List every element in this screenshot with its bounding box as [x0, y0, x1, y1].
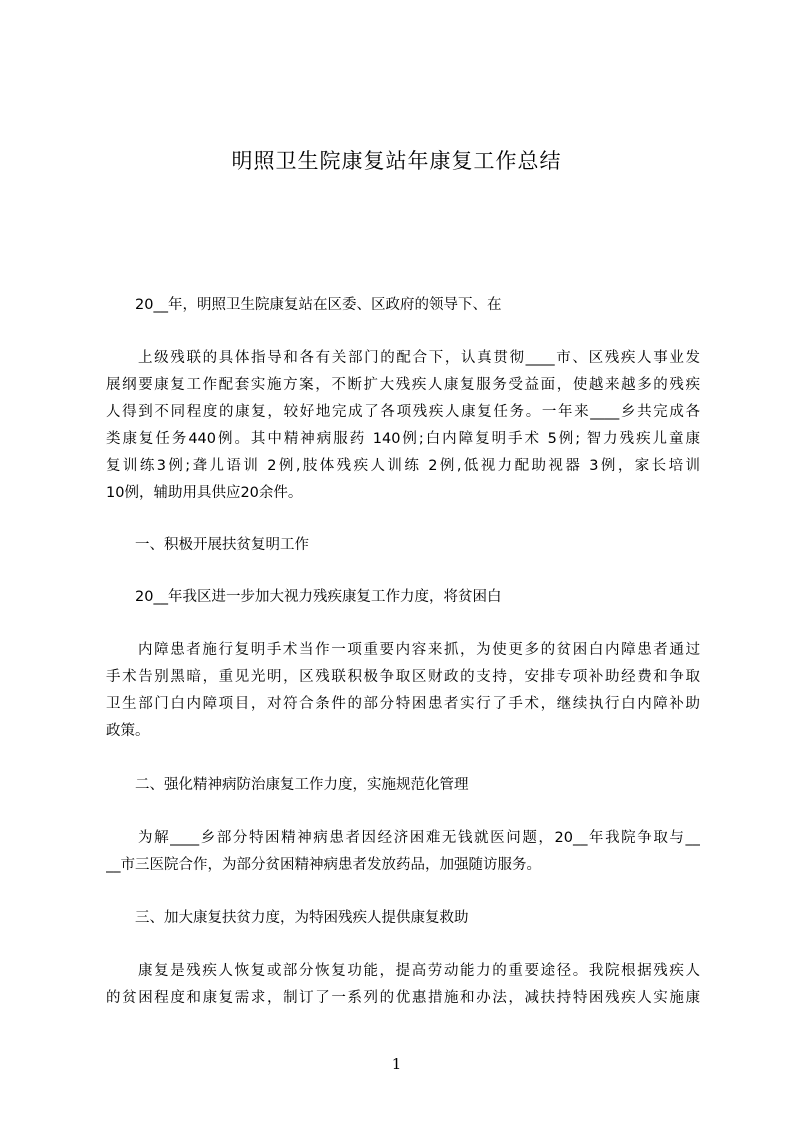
- para1-line: 展纲要康复工作配套实施方案，不断扩大残疾人康复服务受益面，使越来越多的残疾: [106, 377, 700, 393]
- para2-line: 手术告别黑暗，重见光明，区残联积极争取区财政的支持，安排专项补助经费和争取: [106, 669, 700, 685]
- document-title: 明照卫生院康复站年康复工作总结: [231, 149, 562, 173]
- para1-line: 复训练3例;聋儿语训 2例,肢体残疾人训练 2例,低视力配助视器 3例，家长培训: [106, 458, 700, 474]
- para1-line: 类康复任务440例。其中精神病服药 140例;白内障复明手术 5例; 智力残疾儿童康: [106, 431, 700, 447]
- para3-line: __市三医院合作，为部分贫困精神病患者发放药品，加强随访服务。: [106, 857, 541, 873]
- para2-line: 政策。: [106, 723, 150, 739]
- para1-line: 人得到不同程度的康复，较好地完成了各项残疾人康复任务。一年来____乡共完成各: [106, 404, 700, 420]
- para1-line: 10例，辅助用具供应20余件。: [106, 485, 303, 501]
- section-heading-1: 一、积极开展扶贫复明工作: [135, 537, 309, 553]
- para2-line: 内障患者施行复明手术当作一项重要内容来抓，为使更多的贫困白内障患者通过: [138, 642, 700, 658]
- para1-line: 上级残联的具体指导和各有关部门的配合下，认真贯彻____市、区残疾人事业发: [138, 350, 700, 366]
- para4-line: 的贫困程度和康复需求，制订了一系列的优惠措施和办法，减扶持特困残疾人实施康: [106, 990, 700, 1006]
- section-heading-3: 三、加大康复扶贫力度，为特困残疾人提供康复救助: [135, 910, 469, 926]
- section-heading-2: 二、强化精神病防治康复工作力度，实施规范化管理: [135, 777, 469, 793]
- page-number: 1: [391, 1055, 402, 1073]
- intro-line: 20__年，明照卫生院康复站在区委、区政府的领导下、在: [135, 297, 502, 313]
- para2-line: 卫生部门白内障项目，对符合条件的部分特困患者实行了手术，继续执行白内障补助: [106, 696, 700, 712]
- para3-line: 为解____乡部分特困精神病患者因经济困难无钱就医问题，20__年我院争取与__: [138, 830, 700, 846]
- para4-line: 康复是残疾人恢复或部分恢复功能，提高劳动能力的重要途径。我院根据残疾人: [138, 963, 700, 979]
- para2-lead: 20__年我区进一步加大视力残疾康复工作力度，将贫困白: [135, 589, 502, 605]
